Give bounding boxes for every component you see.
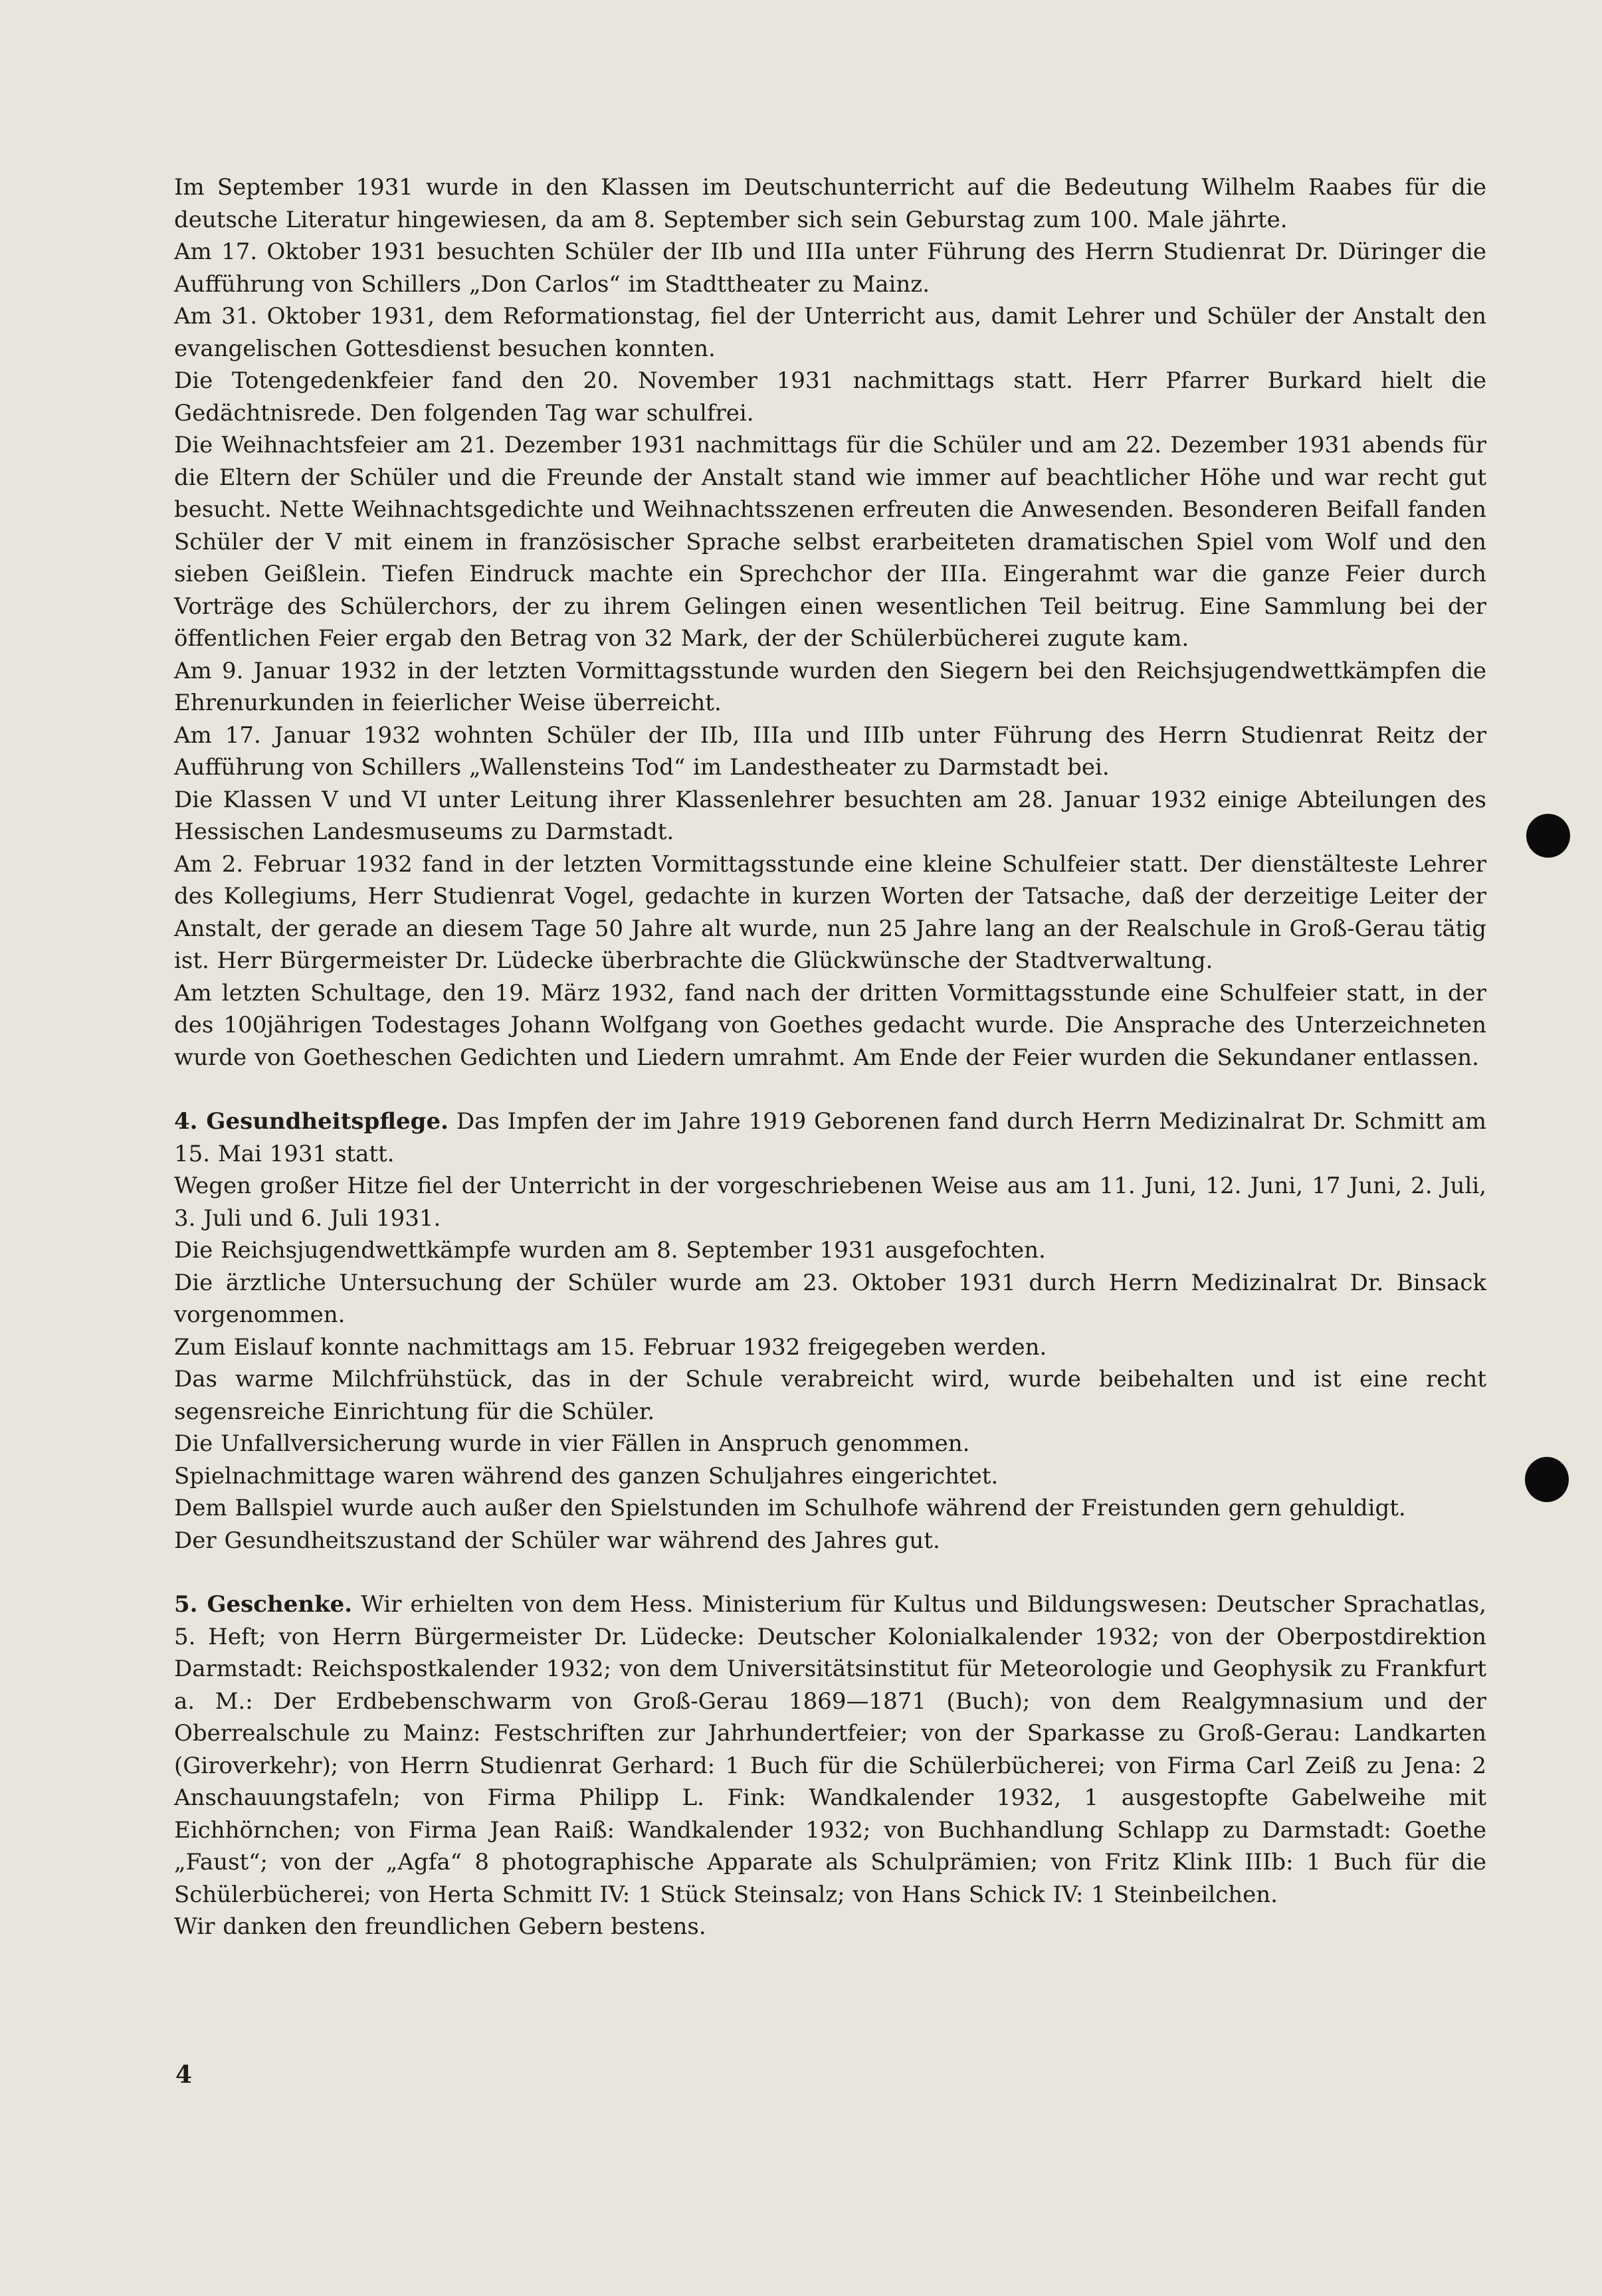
section-4-lead: Das Impfen der im Jahre 1919 Geborenen fand durch Herrn Medizinalrat Dr. Schmitt am 15. Mai 1931 statt. (174, 1108, 1486, 1167)
section-4-line: Die ärztliche Untersuchung der Schüler wurde am 23. Oktober 1931 durch Herrn Medizinalrat Dr. Binsack vorgenommen. (174, 1269, 1486, 1328)
section-5-lead: Wir erhielten von dem Hess. Ministerium für Kultus und Bildungswesen: Deutscher Sprachatlas, 5. Heft; von Herrn Bürgermeister Dr. Lüdecke: Deutscher Kolonialkalender 1932; von der Oberpostdirektion Darmstadt: Reichspostkalender 1932; von dem Universitätsinstitut für Meteorologie und Geophysik zu Frankfurt a. M.: Der Erdbebenschwarm von Groß-Gerau 1869—1871 (Buch); von dem Realgymnasium und der Oberrealschule zu Mainz: Festschriften zur Jahrhundertfeier; von der Sparkasse zu Groß-Gerau: Landkarten (Giroverkehr); von Herrn Studienrat Gerhard: 1 Buch für die Schülerbücherei; von Firma Carl Zeiß zu Jena: 2 Anschauungstafeln; von Firma Philipp L. Fink: Wandkalender 1932, 1 ausgestopfte Gabelweihe mit Eichhörnchen; von Firma Jean Raiß: Wandkalender 1932; von Buchhandlung Schlapp zu Darmstadt: Goethe „Faust“; von der „Agfa“ 8 photographische Apparate als Schulprämien; von Fritz Klink IIIb: 1 Buch für die Schülerbücherei; von Herta Schmitt IV: 1 Stück Steinsalz; von Hans Schick IV: 1 Steinbeilchen. (174, 1591, 1486, 1908)
paragraph-schulfeier-februar: Am 2. Februar 1932 fand in der letzten Vormittagsstunde eine kleine Schulfeier statt. Der dienstälteste Lehrer des Kollegiums, Herr Studienrat Vogel, gedachte in kurzen Worten der Tatsache, daß der derzeitige Leiter der Anstalt, der gerade an diesem Tage 50 Jahre alt wurde, nun 25 Jahre lang an der Realschule in Groß-Gerau tätig ist. Herr Bürgermeister Dr. Lüdecke überbrachte die Glückwünsche der Stadtverwaltung. (174, 850, 1486, 974)
section-4-line: Die Unfallversicherung wurde in vier Fällen in Anspruch genommen. (174, 1430, 970, 1457)
section-5-heading: 5. Geschenke. (174, 1591, 353, 1618)
page-number: 4 (175, 2061, 193, 2089)
section-gap (174, 1557, 1486, 1588)
paragraph-ehrenurkunden: Am 9. Januar 1932 in der letzten Vormittagsstunde wurden den Siegern bei den Reichsjugendwettkämpfen die Ehrenurkunden in feierlicher Weise überreicht. (174, 657, 1486, 716)
punch-hole-icon (1526, 814, 1570, 858)
section-4-line: Dem Ballspiel wurde auch außer den Spielstunden im Schulhofe während der Freistunden gern gehuldigt. (174, 1495, 1406, 1521)
paragraph-wallenstein: Am 17. Januar 1932 wohnten Schüler der IIb, IIIa und IIIb unter Führung des Herrn Studienrat Reitz der Aufführung von Schillers „Wallensteins Tod“ im Landestheater zu Darmstadt bei. (174, 721, 1486, 781)
section-5-intro (174, 1588, 1486, 1911)
section-4-line: Wegen großer Hitze fiel der Unterricht in der vorgeschriebenen Weise aus am 11. Juni, 12. Juni, 17 Juni, 2. Juli, 3. Juli und 6. Juli 1931. (174, 1173, 1486, 1232)
punch-hole-icon (1525, 1457, 1569, 1502)
paragraph-landesmuseum: Die Klassen V und VI unter Leitung ihrer Klassenlehrer besuchten am 28. Januar 1932 einige Abteilungen des Hessischen Landesmuseums zu Darmstadt. (174, 786, 1486, 845)
section-4-line: Die Reichsjugendwettkämpfe wurden am 8. September 1931 ausgefochten. (174, 1237, 1046, 1264)
paragraph-goethe-feier: Am letzten Schultage, den 19. März 1932, fand nach der dritten Vormittagsstunde eine Schulfeier statt, in der des 100jährigen Todestages Johann Wolfgang von Goethes gedacht wurde. Die Ansprache des Unterzeichneten wurde von Goetheschen Gedichten und Liedern umrahmt. Am Ende der Feier wurden die Sekundaner entlassen. (174, 979, 1486, 1071)
section-4-line: Zum Eislauf konnte nachmittags am 15. Februar 1932 freigegeben werden. (174, 1333, 1047, 1361)
paragraph-reformation: Am 31. Oktober 1931, dem Reformationstag, fiel der Unterricht aus, damit Lehrer und Schüler der Anstalt den evangelischen Gottesdienst besuchen konnten. (174, 303, 1486, 362)
paragraph-raabe: Im September 1931 wurde in den Klassen im Deutschunterricht auf die Bedeutung Wilhelm Raabes für die deutsche Literatur hingewiesen, da am 8. September sich sein Geburstag zum 100. Male jährte. (174, 174, 1486, 233)
section-5-closing: Wir danken den freundlichen Gebern bestens. (174, 1913, 706, 1940)
section-4-heading: 4. Gesundheitspflege. (174, 1108, 449, 1135)
section-4-intro (174, 1105, 1486, 1170)
paragraph-totengedenkfeier: Die Totengedenkfeier fand den 20. November 1931 nachmittags statt. Herr Pfarrer Burkard hielt die Gedächtnisrede. Den folgenden Tag war schulfrei. (174, 367, 1486, 427)
section-4-line: Der Gesundheitszustand der Schüler war während des Jahres gut. (174, 1527, 940, 1554)
body-text (174, 171, 1486, 1943)
paragraph-weihnachtsfeier: Die Weihnachtsfeier am 21. Dezember 1931 nachmittags für die Schüler und am 22. Dezember 1931 abends für die Eltern der Schüler und die Freunde der Anstalt stand wie immer auf beachtlicher Höhe und war recht gut besucht. Nette Weihnachtsgedichte und Weihnachtsszenen erfreuten die Anwesenden. Besonderen Beifall fanden Schüler der V mit einem in französischer Sprache selbst erarbeiteten dramatischen Spiel vom Wolf und den sieben Geißlein. Tiefen Eindruck machte ein Sprechchor der IIIa. Eingerahmt war die ganze Feier durch Vorträge des Schülerchors, der zu ihrem Gelingen einen wesentlichen Teil beitrug. Eine Sammlung bei der öffentlichen Feier ergab den Betrag von 32 Mark, der der Schülerbücherei zugute kam. (174, 432, 1486, 652)
paragraph-don-carlos: Am 17. Oktober 1931 besuchten Schüler der IIb und IIIa unter Führung des Herrn Studienrat Dr. Düringer die Aufführung von Schillers „Don Carlos“ im Stadttheater zu Mainz. (174, 239, 1486, 298)
section-gap (174, 1074, 1486, 1105)
section-4-line: Das warme Milchfrühstück, das in der Schule verabreicht wird, wurde beibehalten und ist eine recht segensreiche Einrichtung für die Schüler. (174, 1366, 1486, 1425)
section-4-line: Spielnachmittage waren während des ganzen Schuljahres eingerichtet. (174, 1462, 999, 1489)
